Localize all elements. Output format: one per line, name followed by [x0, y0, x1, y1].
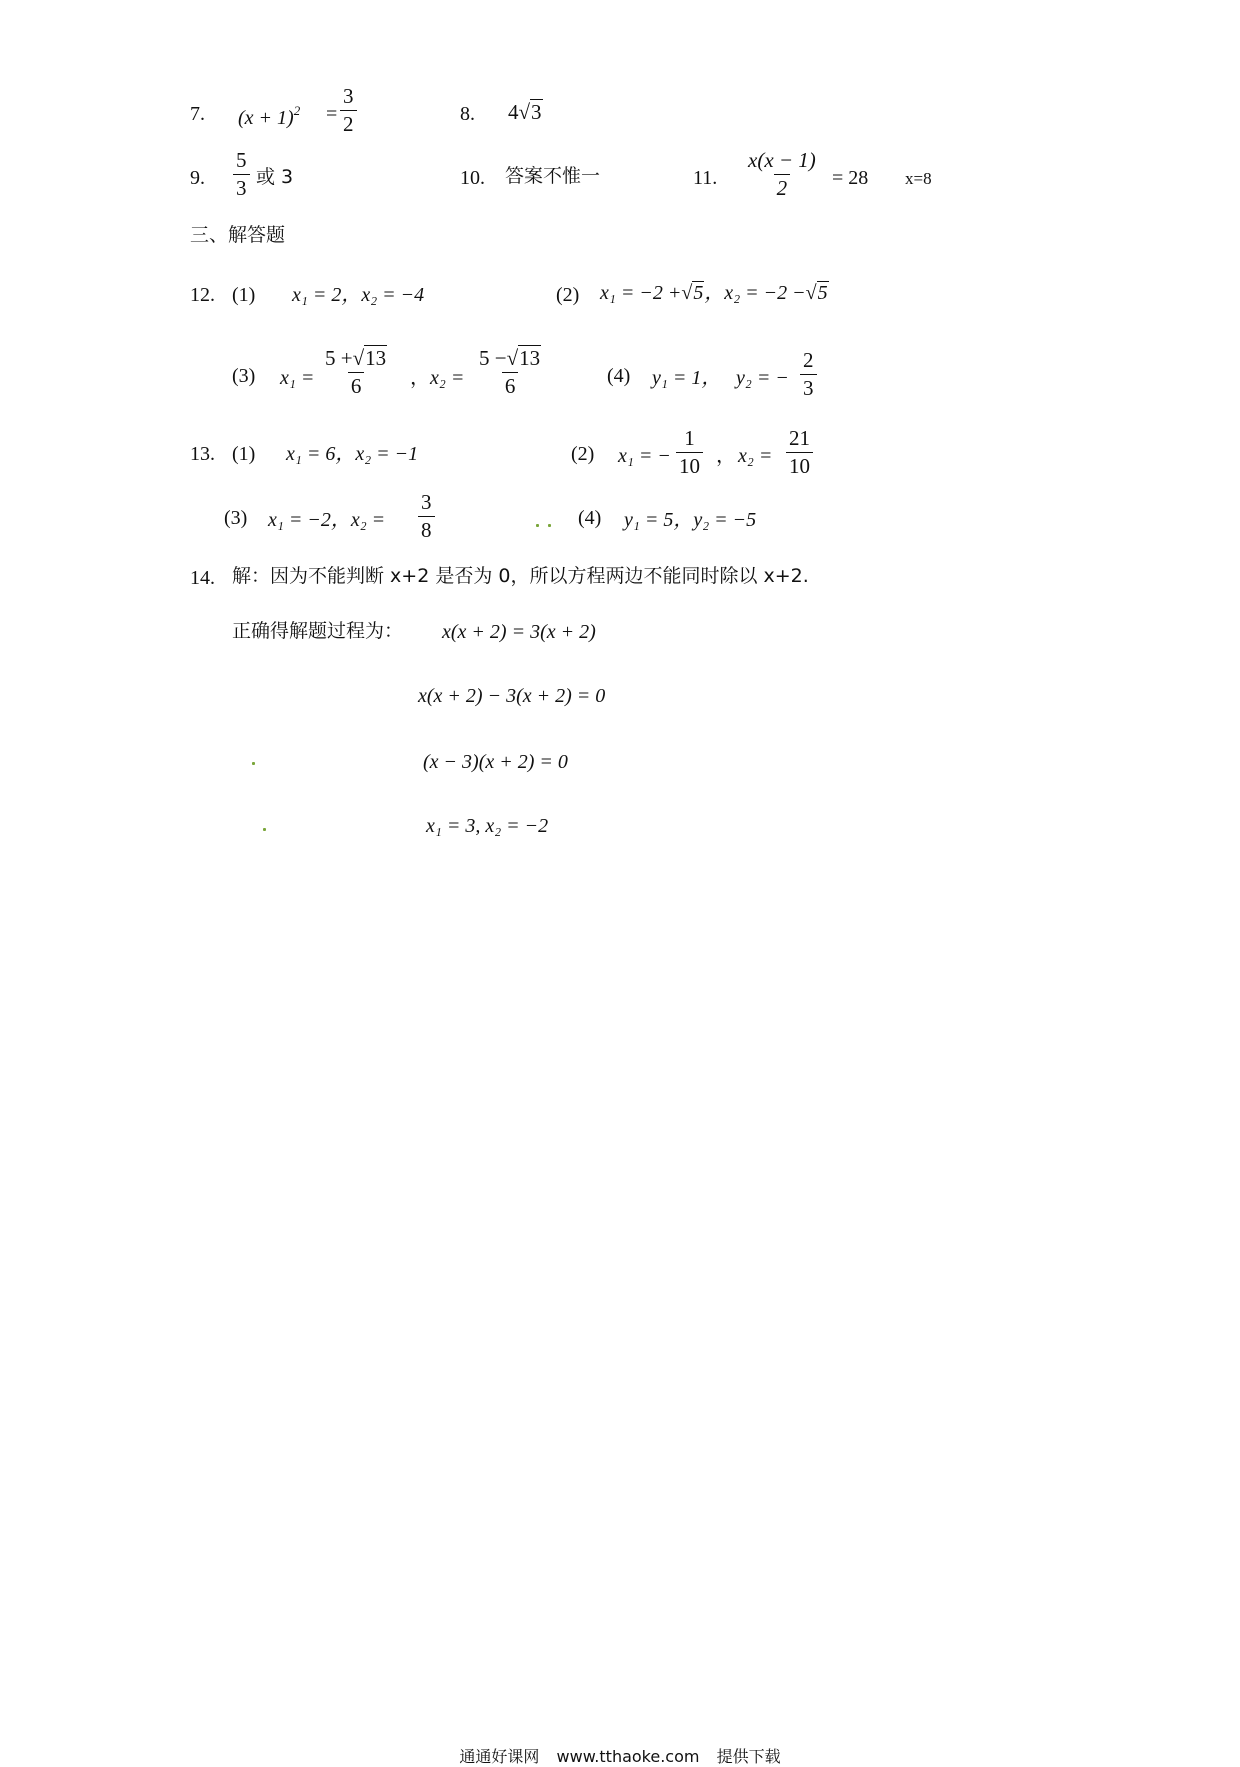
q13-part2-fraction1: $\frac{1}{10}$	[676, 428, 703, 477]
q13-part3-answer: x₁ = −2，x₂ =	[268, 509, 386, 531]
q13-part3-label: (3)	[224, 507, 248, 529]
stray-mark	[263, 828, 266, 831]
item-11-rhs: = 28	[832, 167, 869, 189]
footer	[0, 1744, 1240, 1767]
q14-step-1: x(x + 2) = 3(x + 2)	[442, 621, 596, 643]
q13-part1-answer: x₁ = 6，x₂ = −1	[286, 443, 419, 465]
q13-part2-x2: x₂ =	[738, 445, 773, 467]
q12-part2-label: (2)	[556, 284, 580, 306]
q12-part3-x1: x₁ =	[280, 367, 315, 389]
item-10-answer: 答案不惟一	[505, 165, 601, 187]
item-9-tail: 或 3	[256, 166, 294, 188]
item-11-answer: x=8	[905, 169, 932, 188]
stray-mark	[252, 762, 255, 765]
footer-url[interactable]: www.tthaoke.com	[556, 1747, 700, 1766]
footer-site-name: 通通好课网	[459, 1747, 540, 1766]
q12-part4-y2: y₂ = −	[736, 367, 789, 389]
stray-mark	[548, 524, 551, 527]
item-7-eq: =	[326, 103, 338, 125]
stray-mark	[536, 524, 539, 527]
item-8-number: 8.	[460, 103, 475, 125]
item-7-number: 7.	[190, 103, 205, 125]
q13-part4-answer: y₁ = 5，y₂ = −5	[624, 509, 757, 531]
item-10-number: 10.	[460, 167, 485, 189]
item-7-lhs: $(x + 1)^2$	[238, 103, 301, 129]
q14-step-4: x₁ = 3, x₂ = −2	[426, 815, 549, 837]
q12-number: 12.	[190, 284, 215, 306]
q12-part3-label: (3)	[232, 365, 256, 387]
q12-part4-label: (4)	[607, 365, 631, 387]
q12-part1-answer: x₁ = 2，x₂ = −4	[292, 284, 425, 306]
item-7-fraction: $\frac{3}{2}$	[340, 86, 357, 135]
q12-part3-x2: x₂ =	[430, 367, 465, 389]
q12-part3-fraction1: $\frac{5 +√13}{6}$	[325, 346, 387, 398]
item-8-answer: 4√3	[508, 100, 542, 124]
q13-part3-fraction: $\frac{3}{8}$	[418, 492, 435, 541]
q14-explanation: 解：因为不能判断 x+2 是否为 0，所以方程两边不能同时除以 x+2.	[232, 565, 809, 587]
q13-part2-fraction2: $\frac{21}{10}$	[786, 428, 813, 477]
q12-part3-separator: ，	[410, 367, 430, 389]
q14-intro: 正确得解题过程为：	[232, 620, 404, 642]
q13-part2-label: (2)	[571, 443, 595, 465]
item-11-fraction: $\frac{x(x - 1)}{2}$	[748, 148, 816, 200]
footer-suffix: 提供下载	[716, 1747, 781, 1766]
item-11-number: 11.	[693, 167, 718, 189]
q12-part2-answer: x₁ = −2 +√5，x₂ = −2 −√5	[600, 282, 828, 304]
q14-number: 14.	[190, 567, 215, 589]
q12-part3-fraction2: $\frac{5 -√13}{6}$	[479, 346, 541, 398]
q13-part2-x1: x₁ = −	[618, 445, 671, 467]
q12-part4-y1: y₁ = 1，	[652, 367, 722, 389]
q12-part4-fraction: $\frac{2}{3}$	[800, 350, 817, 399]
q13-part2-separator: ，	[716, 445, 736, 467]
item-9-fraction: $\frac{5}{3}$	[233, 150, 250, 199]
item-9-number: 9.	[190, 167, 205, 189]
q14-step-2: x(x + 2) − 3(x + 2) = 0	[418, 685, 606, 707]
q13-part4-label: (4)	[578, 507, 602, 529]
q13-part1-label: (1)	[232, 443, 256, 465]
section-title: 三、解答题	[190, 224, 286, 246]
q13-number: 13.	[190, 443, 215, 465]
q12-part1-label: (1)	[232, 284, 256, 306]
q14-step-3: (x − 3)(x + 2) = 0	[423, 751, 568, 773]
